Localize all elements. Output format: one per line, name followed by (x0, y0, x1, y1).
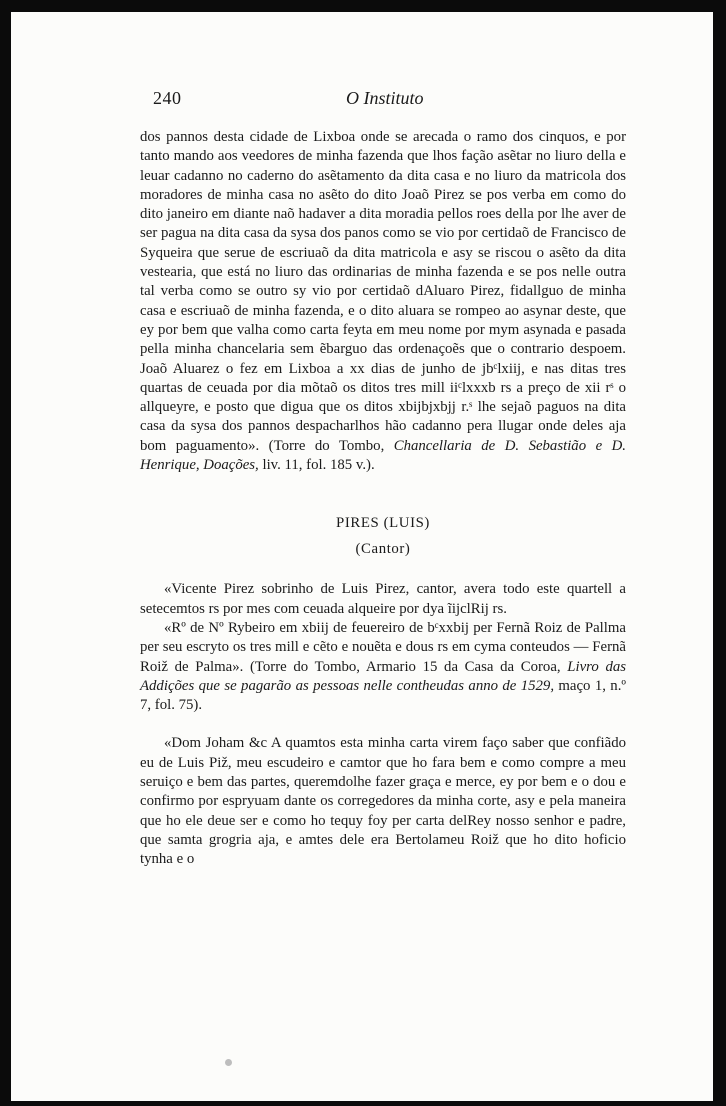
paragraph-continued-document (140, 128, 626, 475)
paper-speck-mark (225, 1059, 232, 1066)
paragraph-gap (140, 715, 626, 734)
source-reference: liv. 11, fol. 185 v.). (258, 457, 375, 474)
section-heading-role: (Cantor) (355, 541, 411, 558)
paragraph-quote-3 (140, 734, 626, 869)
source-title-italic: Livro das Addições que se pagarão as pessoas nelle contheudas anno de 1529, (140, 658, 626, 694)
source-title-italic: Chancellaria de D. Sebastião e D. Henrique, Doações, (140, 437, 626, 474)
section-heading-name: PIRES (LUIS) (336, 515, 430, 532)
running-title: O Instituto (346, 88, 424, 108)
paragraph-quote-1 (140, 580, 626, 619)
page-body (140, 128, 626, 870)
paragraph-text: «Dom Joham &c A quamtos esta minha carta virem faço saber que confiãdo eu de Luis Piž, meu escudeiro e camtor que ho fara bem e como compre a meu seruiço e bem das partes, queremdolhe fazer graça e merce, ey por bem e o dou e confirmo por espryuam dante os corregedores da minha corte, asy e pela maneira que ho ele deue ser e como ho tequy foy per carta delRey nosso senhor e padre, que samta grogria aja, e amtes dele era Bertolameu Roiž que ho dito hoficio tynha e o (140, 735, 626, 868)
source-reference: maço 1, n.º 7, fol. 75). (140, 677, 626, 714)
paragraph-quote-2 (140, 619, 626, 715)
paragraph-text: dos pannos desta cidade de Lixboa onde se arecada o ramo dos cinquos, e por tanto mando aos veedores de minha fazenda que lhos fação asẽtar no liuro della e leuar cadanno no caderno do asẽtamento da dita casa e no liuro da matricola dos moradores de minha casa no asẽto do dito Joaõ Pirez se pos verba em como do dito janeiro em diante naõ hadaver a dita moradia pellos roes della por lhe aver de ser pagua na dita casa da sysa dos panos como se vio por certidaõ de Francisco de Syqueira que serue de escriuaõ da dita matricola e asy se riscou o asẽto da dita vestearia, que está no liuro das ordinarias de minha fazenda e se pos nelle outra tal verba como se outro sy vio por certidaõ dAluaro Pirez, fidallguo de minha casa e escriuaõ de minha fazenda, e o dito aluara se rompeo ao asynar deste, que ey por bem que valha como carta feyta em meu nome por mym asynada e pasada pella minha chancelaria sem ẽbarguo das ordenaçoẽs que o contrario despoem. Joaõ Aluarez o fez em Lixboa a xx dias de junho de jbᶜlxiij, e nas ditas tres quartas de ceuada por dia mõtaõ os ditos tres mill iiᶜlxxxb rs a preço de xii rˢ o allqueyre, e posto que digua que os ditos xbijbjxbjj r.ˢ lhe sejaõ paguos na dita casa da sysa dos pannos despacharlhos hão cadanno pera llugar onde deles aja bom paguamento». (Torre do Tombo, (140, 129, 626, 454)
paragraph-text: «Vicente Pirez sobrinho de Luis Pirez, cantor, avera todo este quartell a setecemtos rs por mes com ceuada alqueire por dya ĩijclRij rs. (140, 581, 626, 617)
paragraph-text: «Rº de Nº Rybeiro em xbiij de feuereiro de bᶜxxbij per Fernã Roiz de Pallma per seu escryto os tres mill e cẽto e nouẽta e dous rs em cyma conteudos — Fernã Roiž de Palma». (Torre do Tombo, Armario 15 da Casa da Coroa, (140, 619, 626, 675)
page-header (140, 88, 626, 112)
page-number: 240 (153, 88, 182, 108)
